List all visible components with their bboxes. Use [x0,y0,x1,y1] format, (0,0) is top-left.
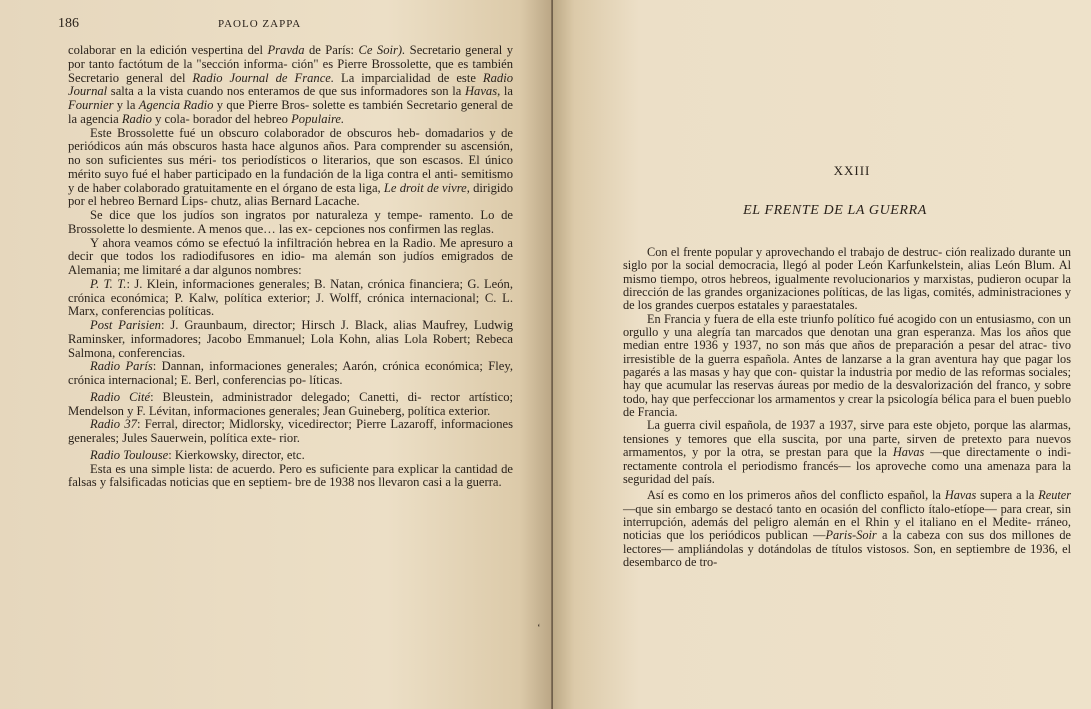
italic-text: Ce Soir). [358,43,406,57]
text-run: , dirigido por el hebreo Bernard Lips- chutz, alias Bernard Lacache. [68,180,514,209]
italic-text: Radio Cité [90,389,151,404]
text-run: supera a la [976,488,1039,503]
chapter-number: XXIII [833,163,871,178]
text-run: Este Brossolette fué un obscuro colaborador de obscuros heb- domadarios y de periódicos aún más obscuros hasta hace algunos años. Para comprender su ascensión, no son suficientes sus méri- tos periodísticos o literarios, que son escasos. El único mérito suyo fué el haber participado en la fundación de la liga contra el anti- semitismo y de haber colaborado gratuitamente en el órgano de esta liga, [68,125,513,195]
text-run: : J. Graunbaum, director; Hirsch J. Black, alias Maufrey, Ludwig Raminsker, informadores; Jacobo Emmanuel; Lola Kohn, alias Lola Robert; Rebeca Salmona, conferencias. [68,318,514,360]
text-run: La imparcialidad de este [334,70,483,85]
left-running-head [58,16,513,44]
paragraph [68,319,513,360]
paragraph [68,449,513,463]
italic-text: Radio Toulouse [90,447,169,462]
text-run: La guerra civil española, de 1937 a 1937, sirve para este objeto, porque las alarmas, tensiones y temores que ella suscita, por una parte, sirven de pretexto para nuevos armamentos, y por la otra, se prestan para que la [623,418,1071,460]
page-number: 186 [58,16,79,31]
paragraph [68,463,513,491]
text-run: colaborar en la edición vespertina del [68,43,268,57]
italic-text: Havas [944,488,977,503]
text-run: a la cabeza con sus dos millones de lectores— ampliándolas y dotándolas de títulos vistosos. Son, en septiembre de 1936, el desembarco de tro- [623,528,1071,569]
italic-text: Fournier [68,98,114,112]
text-run: —que sin embargo se destacó tanto en ocasión del conflicto ítalo-etíope— para crear, sin interrupción, además del peligro alemán en el Rhin y el italiano en el Medite- rráneo, noticias que los periódicos publican — [623,501,1071,543]
italic-text: Paris-Soir [825,528,877,543]
paragraph [68,391,513,419]
paragraph [68,44,513,127]
paragraph [623,246,1071,313]
text-run: : Kierkowsky, director, etc. [168,447,305,462]
right-body-text [623,246,1071,569]
margin-mark: ʻ [537,622,541,634]
text-run: : Ferral, director; Midlorsky, vicedirector; Pierre Lazaroff, informaciones generales; Jules Sauerwein, política exte- rior. [68,417,513,445]
text-run: Así es como en los primeros años del conflicto español, la [647,488,945,503]
italic-text: Havas [464,84,498,99]
text-run: : Bleustein, administrador delegado; Canetti, di- rector artístico; Mendelson y F. Lévitan, informaciones generales; Jean Guineberg, política exterior. [68,389,514,418]
text-run: : Dannan, informaciones generales; Aarón, crónica económica; Fley, crónica internacional; E. Berl, conferencias po- líticas. [68,359,513,387]
italic-text: P. T. T. [90,276,127,291]
paragraph [68,418,513,446]
paragraph [68,209,513,237]
text-run: Secretario general y por tanto factótum de la "sección informa- ción" es Pierre Brossolette, que es también Secretario general del [68,43,513,85]
italic-text: Radio Journal [68,70,513,99]
italic-text: Pravda [267,43,305,57]
italic-text: Le droit de vivre [383,180,467,195]
italic-text: Radio 37 [90,417,137,432]
italic-text: Havas [892,445,925,460]
italic-text: Reuter [1038,488,1071,503]
text-run: Y ahora veamos cómo se efectuó la infiltración hebrea en la Radio. Me apresuro a decir que todos los radiodifusores en idio- ma alemán son judíos emigrados de Alemania; me limitaré a dar algunos nombres: [68,235,513,277]
text-run: Se dice que los judíos son ingratos por naturaleza y tempe- ramento. Lo de Brossolette lo desmiente. A menos que… las ex- cepciones nos confirmen las reglas. [68,208,513,236]
paragraph [68,278,513,319]
text-run: : J. Klein, informaciones generales; B. Natan, crónica financiera; G. León, crónica económica; P. Kalw, política exterior; J. Wolff, crónica internacional; C. L. Marx, conferencias políticas. [68,276,513,319]
paragraph [68,360,513,388]
paragraph [623,489,1071,569]
running-head-author: PAOLO ZAPPA [218,18,302,30]
paragraph [68,237,513,278]
text-run: salta a la vista cuando nos enteramos de que sus informadores son la [107,84,465,99]
text-run: En Francia y fuera de ella este triunfo político fué acogido con un entusiasmo, con un orgullo y una alegría tan marcados que denotan una gran esperanza. Mas los años que median entre 1936 y 1937, no son más que años de preparación a pesar del atrac- tivo irresistible de la guerra española. Antes de lanzarse a la gran aventura hay que pagar los pagarés a las masas y hay que con- quistar la industria por medio de las reformas sociales; hay que acumular las reservas áureas por medio de la desvalorización del franco, y sobre todo, hay que perfeccionar los armamentos y crear la psicología bélica para el buen pueblo de Francia. [623,311,1071,420]
left-body-text [68,44,513,490]
italic-text: Post Parisien [90,318,161,332]
text-run: Con el frente popular y aprovechando el trabajo de destruc- ción realizado durante un siglo por la social democracia, llegó al poder León Karfunkelstein, alias León Blum. Al mismo tiempo, otros hebreos, igualmente revolucionarios y marxistas, pudieron ocupar la dirección de las grandes organizaciones políticas, de las ligas, comités, administraciones y de los grandes cuerpos estatales y paraestatales. [623,245,1071,313]
italic-text: Agencia Radio [138,98,214,112]
text-run: y la [113,98,139,112]
italic-text: Radio Journal de France. [192,70,335,85]
italic-text: Radio [121,111,152,126]
text-run: , la [497,84,513,99]
italic-text: Populaire. [291,111,345,126]
chapter-title: EL FRENTE DE LA GUERRA [743,203,927,218]
paragraph [623,313,1071,420]
paragraph [68,127,513,210]
text-run: de París: [304,43,359,57]
text-run: Esta es una simple lista: de acuerdo. Pero es suficiente para explicar la cantidad de falsas y falsificadas noticias que en septiem- bre de 1938 nos llevaron casi a la guerra. [68,461,513,490]
paragraph [623,419,1071,486]
text-run: y cola- borador del hebreo [151,111,292,126]
right-page [553,0,1091,709]
italic-text: Radio París [90,359,153,374]
text-run: —que directamente o indi- rectamente controla el periodismo francés— los aproveche como una amenaza para la seguridad del país. [623,445,1072,486]
text-run: y que Pierre Bros- solette es también Secretario general de la agencia [68,98,513,126]
